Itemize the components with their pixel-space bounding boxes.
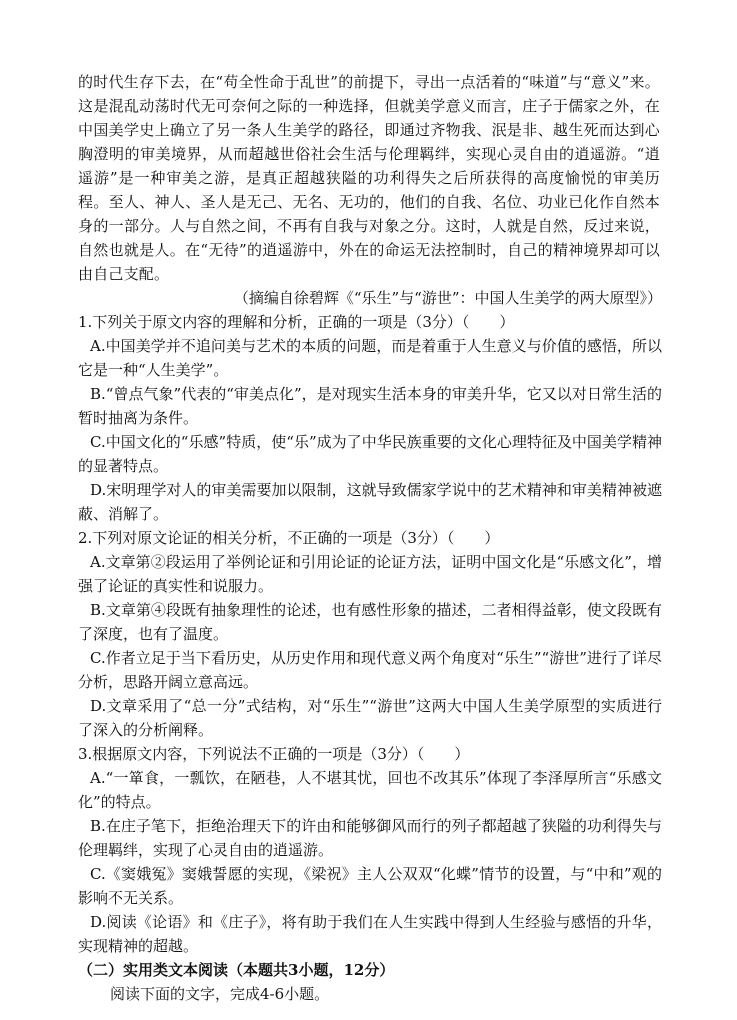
passage-text: 的时代生存下去，在“苟全性命于乱世”的前提下，寻出一点活着的“味道”与“意义”来。这是混乱动荡时代无可奈何之际的一种选择，但就美学意义而言，庄子于儒家之外，在中国美学史上确立了另一条人生美学的路径，即通过齐物我、泯是非、越生死而达到心胸澄明的审美境界，从而超越世俗社会生活与伦理羁绊，实现心灵自由的逍遥游。“逍遥游”是一种审美之游，是真正超越狭隘的功利得失之后所获得的高度愉悦的审美历程。至人、神人、圣人是无己、无名、无功的，他们的自我、名位、功业已化作自然本身的一部分。人与自然之间，不再有自我与对象之分。这时，人就是自然，反过来说，自然也就是人。在“无待”的逍遥游中，外在的命运无法控制时，自己的精神境界却可以由自己支配。 <box>78 73 660 283</box>
question-1-option-a: A.中国美学并不追问美与艺术的本质的问题，而是着重于人生意义与价值的感悟，所以它是一种“人生美学”。 <box>78 337 662 379</box>
passage-source: （摘编自徐碧辉《“乐生”与“游世”：中国人生美学的两大原型》） <box>233 289 662 307</box>
question-3-option-a: A.“一箪食，一瓢饮，在陋巷，人不堪其忧，回也不改其乐”体现了李泽厚所言“乐感文化”的特点。 <box>78 769 662 811</box>
question-1-stem: 1.下列关于原文内容的理解和分析，正确的一项是（3分）（ ） <box>78 313 515 331</box>
question-2-option-a: A.文章第②段运用了举例论证和引用论证的论证方法，证明中国文化是“乐感文化”，增强了论证的真实性和说服力。 <box>78 553 662 595</box>
question-2-option-b: B.文章第④段既有抽象理性的论述，也有感性形象的描述，二者相得益彰，使文段既有了深度，也有了温度。 <box>78 601 662 643</box>
section-heading: （二）实用类文本阅读（本题共3小题，12分） <box>78 961 395 979</box>
question-2-option-c: C.作者立足于当下看历史，从历史作用和现代意义两个角度对“乐生”“游世”进行了详尽分析，思路开阔立意高远。 <box>78 649 662 691</box>
question-3-option-d: D.阅读《论语》和《庄子》，将有助于我们在人生实践中得到人生经验与感悟的升华，实现精神的超越。 <box>78 913 662 955</box>
question-2-stem: 2.下列对原文论证的相关分析，不正确的一项是（3分）（ ） <box>78 529 500 547</box>
question-3-option-c: C.《窦娥冤》窦娥誓愿的实现，《梁祝》主人公双双“化蝶”情节的设置，与“中和”观的影响不无关系。 <box>78 865 662 907</box>
question-1-option-b: B.“曾点气象”代表的“审美点化”，是对现实生活本身的审美升华，它又以对日常生活的暂时抽离为条件。 <box>78 385 662 427</box>
question-3-option-b: B.在庄子笔下，拒绝治理天下的许由和能够御风而行的列子都超越了狭隘的功利得失与伦理羁绊，实现了心灵自由的逍遥游。 <box>78 817 662 859</box>
question-1-option-d: D.宋明理学对人的审美需要加以限制，这就导致儒家学说中的艺术精神和审美精神被遮蔽、消解了。 <box>78 481 662 523</box>
question-1-option-c: C.中国文化的“乐感”特质，使“乐”成为了中华民族重要的文化心理特征及中国美学精神的显著特点。 <box>78 433 662 475</box>
question-3-stem: 3.根据原文内容，下列说法不正确的一项是（3分）（ ） <box>78 745 470 763</box>
section-instruction: 阅读下面的文字，完成4-6小题。 <box>110 985 330 1003</box>
question-2-option-d: D.文章采用了“总一分”式结构，对“乐生”“游世”这两大中国人生美学原型的实质进行了深入的分析阐释。 <box>78 697 662 739</box>
